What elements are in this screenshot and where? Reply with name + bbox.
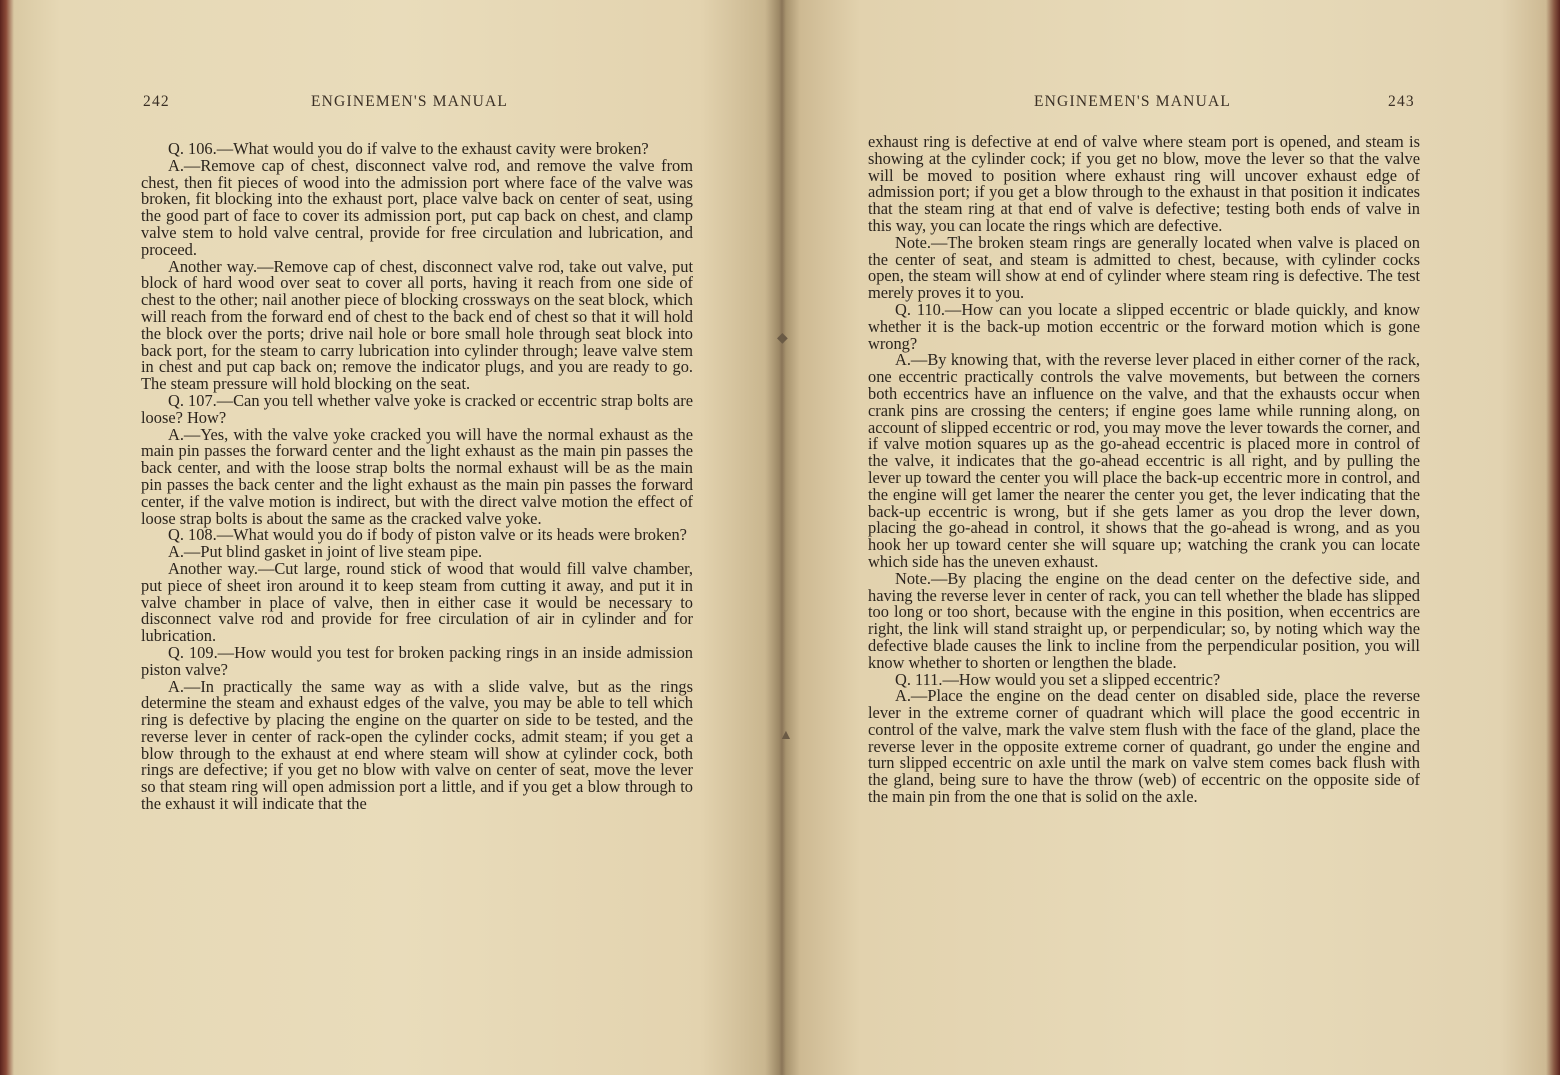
running-head-right: ENGINEMEN'S MANUAL [1034,93,1232,110]
paragraph: Note.—The broken steam rings are generally located when valve is placed on the center of seat, and steam is admitted to chest, because, with cylinder cocks open, the steam will show at end of cylinder where steam ring is defective. The test merely proves it to you. [868,232,1420,303]
paragraph: Q. 110.—How can you locate a slipped eccentric or blade quickly, and know whether it is the back-up motion eccentric or the forward motion which is gone wrong? [868,299,1420,353]
paragraph: Q. 109.—How would you test for broken packing rings in an inside admission piston valve? [141,642,693,679]
paragraph: Another way.—Remove cap of chest, disconnect valve rod, take out valve, put block of hard wood over seat to cover all ports, having it reach from one side of chest to the other; nail another piece of blocking crossways on the seat block, which will reach from the forward end of chest to the back end of chest so that it will hold the block over the ports; drive nail hole or bore small hole through seat block into back port, for the steam to carry lubrication into cylinder through; leave valve stem in chest and put cap back on; remove the indicator plugs, and you are ready to go. The steam pressure will hold blocking on the seat. [141,256,693,394]
paragraph: A.—Place the engine on the dead center on disabled side, place the reverse lever in the extreme corner of quadrant which will place the good eccentric in control of the valve, mark the valve stem flush with the face of the gland, place the reverse lever in the opposite extreme corner of quadrant, go under the engine and turn slipped eccentric on axle until the mark on valve stem comes back flush with the gland, being sure to have the throw (web) of eccentric on the opposite side of the main pin from the one that is solid on the axle. [868,686,1420,807]
left-page-text [141,141,693,813]
continuation-paragraph: exhaust ring is defective at end of valve where steam port is opened, and steam is showing at the cylinder cock; if you get no blow, move the lever so that the valve will be moved to position where exhaust ring will uncover exhaust edge of admission port; if you get a blow through to the exhaust in that position it indicates that the steam ring at that end of valve is defective; testing both ends of valve in this way, you can locate the rings which are defective. [868,132,1420,235]
paragraph: Q. 108.—What would you do if body of piston valve or its heads were broken? [168,525,687,545]
paragraph: Q. 111.—How would you set a slipped eccentric? [895,669,1221,689]
paragraph: Note.—By placing the engine on the dead center on the defective side, and having the reverse lever in center of rack, you can tell whether the blade has slipped too long or too short, because with the engine in this position, when eccentrics are right, the link will stand straight up, or perpendicular; so, by noting which way the defective blade causes the link to incline from the perpendicular position, you will know whether to shorten or lengthen the blade. [868,568,1420,672]
paragraph: Another way.—Cut large, round stick of wood that would fill valve chamber, put piece of sheet iron around it to keep steam from cutting it away, and put it in valve chamber in place of valve, then in either case it would be necessary to disconnect valve rod and provide for free circulation of air in cylinder and for lubrication. [141,558,693,646]
paragraph: A.—Remove cap of chest, disconnect valve rod, and remove the valve from chest, then fit pieces of wood into the admission port where face of the valve was broken, fit blocking into the exhaust port, place valve back on center of seat, using the good part of face to cover its admission port, put cap back on chest, and clamp valve stem to hold valve central, provide for free circulation and lubrication, and proceed. [141,155,693,259]
binding-thread-mark: ◆ [777,331,788,346]
right-page-text [868,134,1420,806]
paragraph: Q. 106.—What would you do if valve to the exhaust cavity were broken? [168,139,649,158]
paragraph: A.—Put blind gasket in joint of live steam pipe. [168,542,483,562]
binding-thread-mark: ▲ [779,728,793,743]
running-head-left: ENGINEMEN'S MANUAL [311,93,509,110]
paragraph: A.—In practically the same way as with a slide valve, but as the rings determine the steam and exhaust edges of the valve, you may be able to tell which ring is defective by placing the engine on the quarter on side to be tested, and the reverse lever in center of rack-open the cylinder cocks, admit steam; if you get a blow through to the exhaust at end where steam will show at cylinder cock, both rings are defective; if you get no blow with valve on center of seat, move the lever so that steam ring will open admission port a little, and if you get a blow through to the exhaust it will indicate that the [141,676,693,814]
page-number-right: 243 [1388,93,1415,110]
paragraph: A.—Yes, with the valve yoke cracked you will have the normal exhaust as the main pin passes the forward center and the light exhaust as the main pin passes the back center, and with the loose strap bolts the normal exhaust will be as the main pin passes the back center and the light exhaust as the main pin passes the forward center, if the valve motion is indirect, but with the direct valve motion the effect of loose strap bolts is about the same as the cracked valve yoke. [141,424,693,528]
paragraph: A.—By knowing that, with the reverse lever placed in either corner of the rack, one eccentric practically controls the valve movements, but between the corners both eccentrics have an influence on the valve, and that the exhausts occur when crank pins are crossing the centers; if engine goes lame while running along, on account of slipped eccentric or rod, you may move the lever towards the corner, and if valve motion squares up as the go-ahead eccentric is placed more in control of the valve, it indicates that the go-ahead eccentric is all right, and by pulling the lever up toward the center you will place the back-up eccentric more in control, and the engine will get lamer the nearer the center you get, the lever indicating that the back-up eccentric is wrong, but if she gets lamer as you drop the lever down, placing the go-ahead in control, it shows that the go-ahead is wrong, and as you hook her up toward center she will square up; watching the crank you can locate which side has the uneven exhaust. [868,350,1420,571]
right-page [782,0,1560,1075]
paragraph: Q. 107.—Can you tell whether valve yoke is cracked or eccentric strap bolts are loose? How? [141,390,693,427]
page-number-left: 242 [143,93,170,110]
